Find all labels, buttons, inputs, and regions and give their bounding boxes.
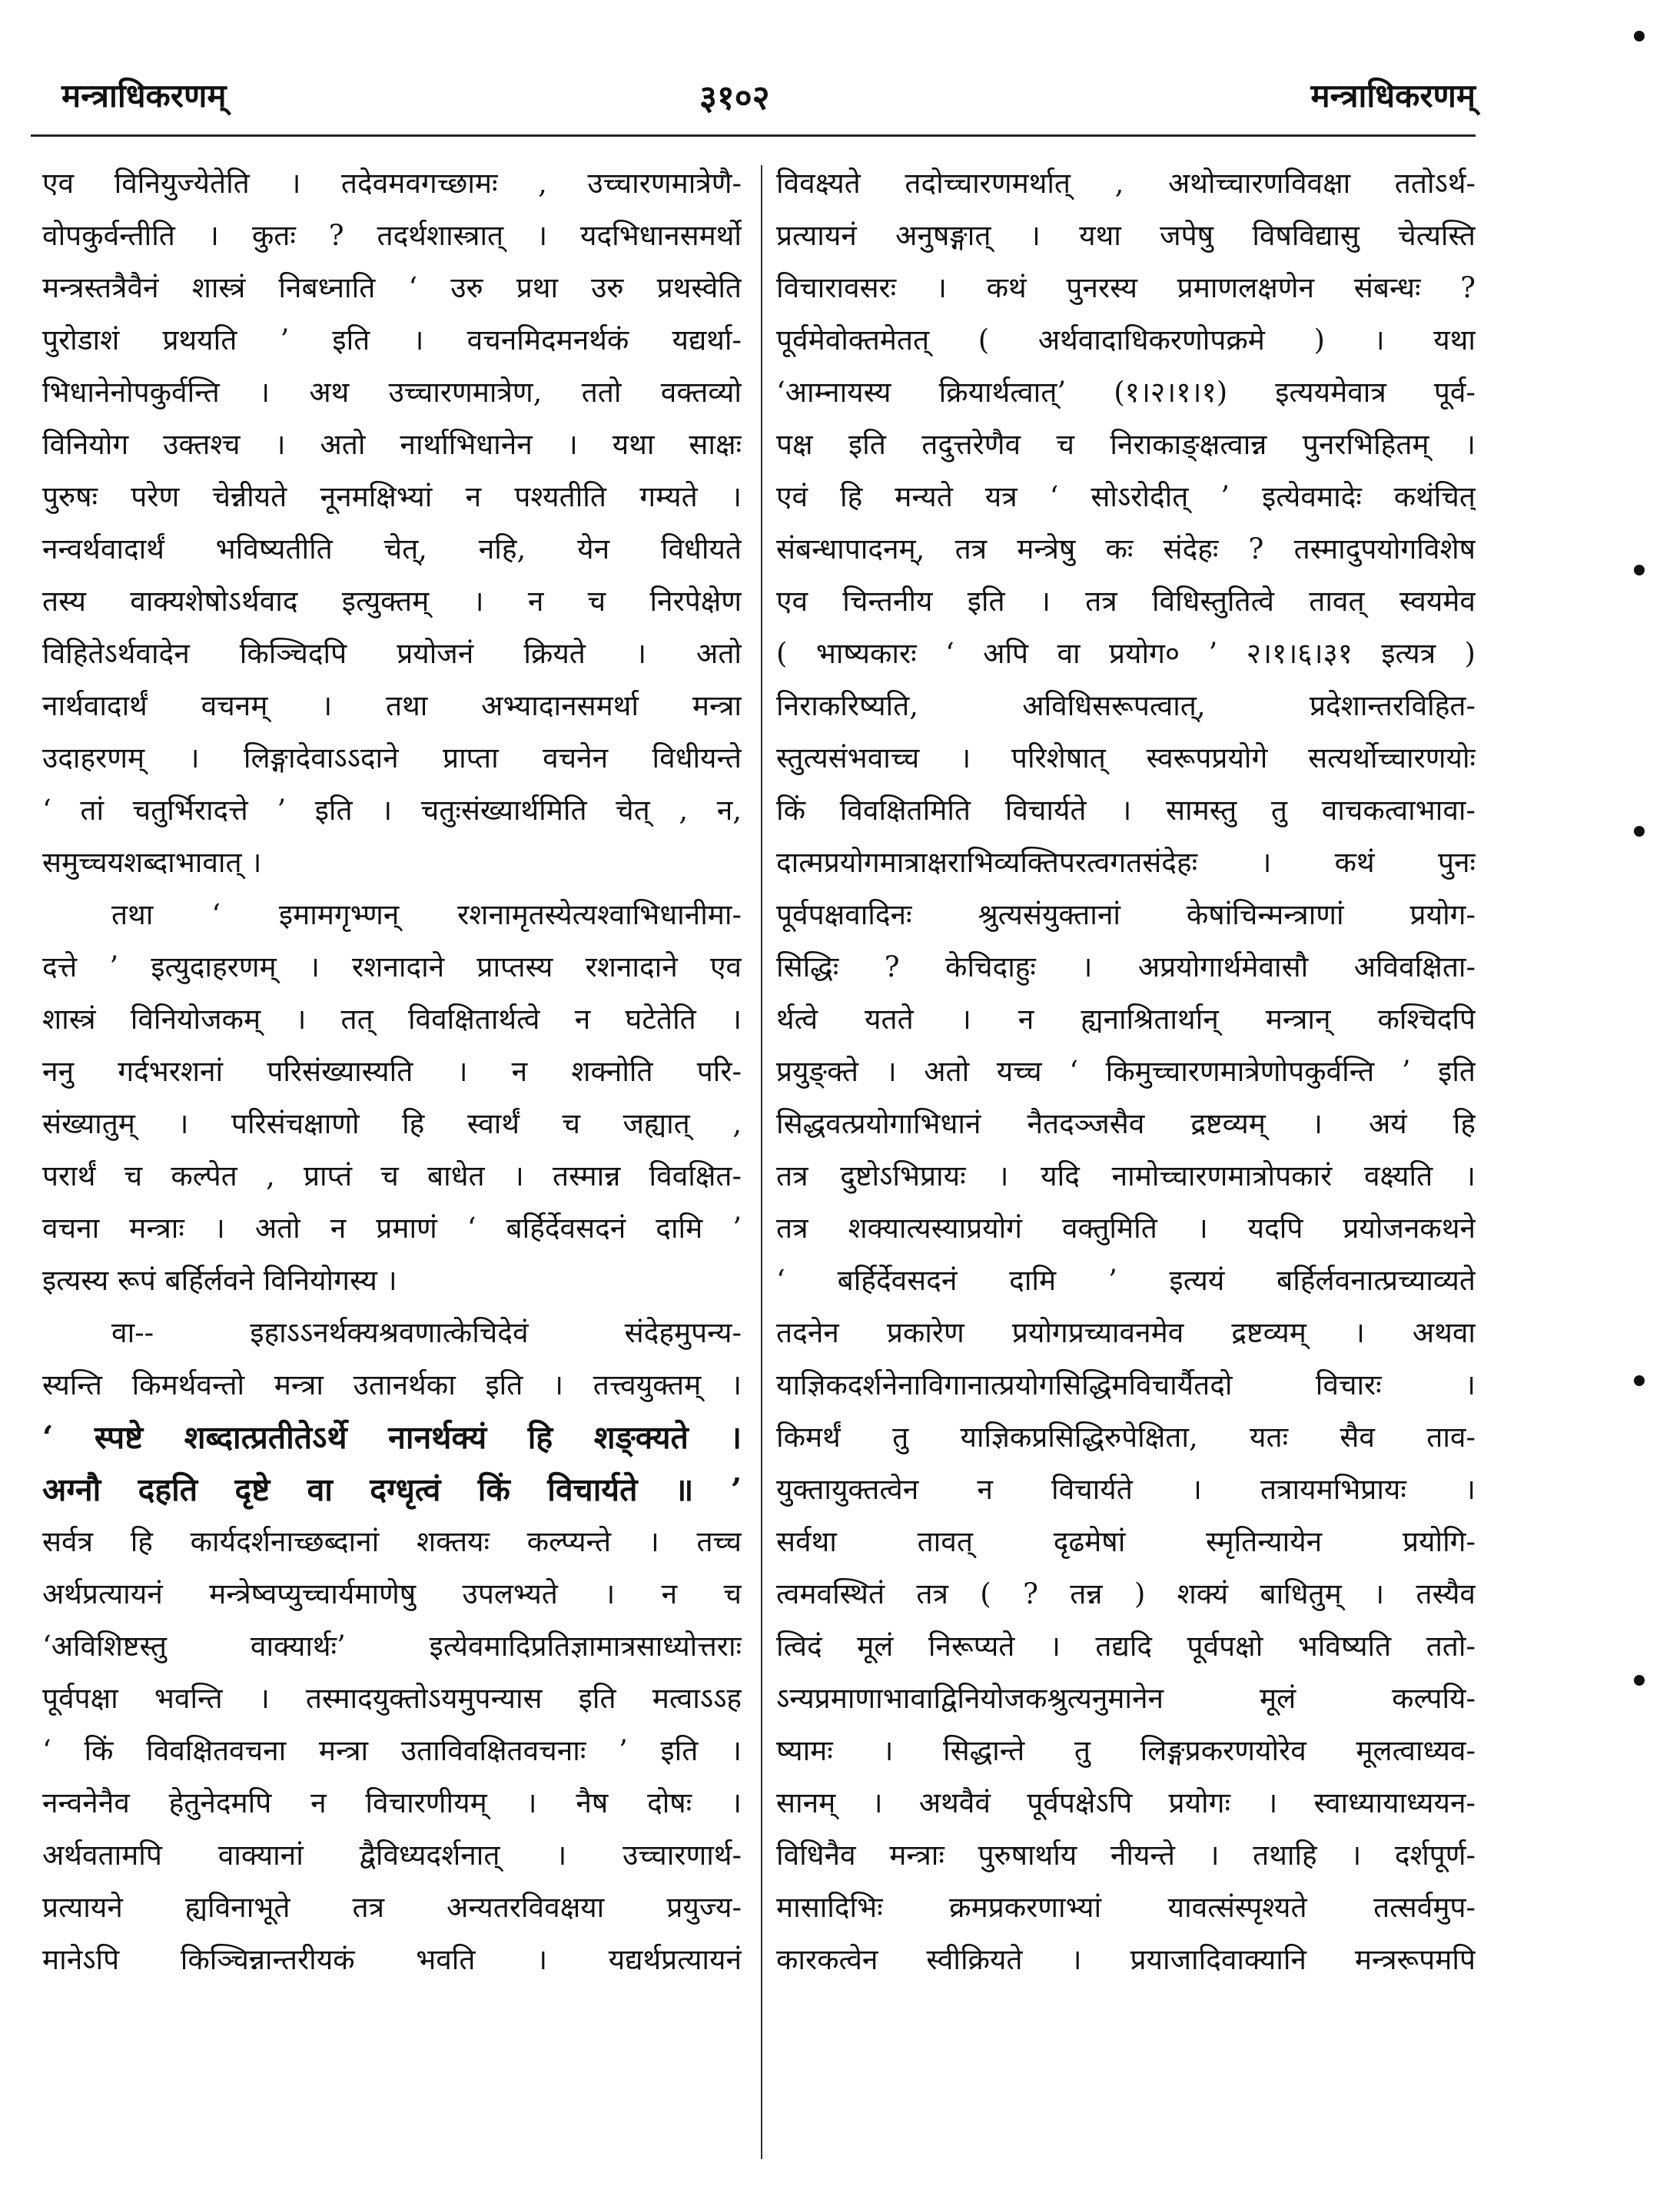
column-divider	[761, 165, 762, 2159]
scan-mark	[1634, 565, 1645, 575]
running-title-right: मन्त्राधिकरणम्	[1310, 77, 1476, 114]
text-line: पूर्वपक्षा भवन्ति । तस्मादयुक्तोऽयमुपन्यास इति मत्वाऽऽह	[42, 1682, 742, 1715]
scan-mark	[1634, 1375, 1645, 1386]
paragraph-start-line: वा-- इहाऽऽनर्थक्यश्रवणात्केचिदेवं संदेहमुपन्य-	[111, 1316, 742, 1349]
verse-line: अग्नौ दहति दृष्टे वा दग्धृत्वं किं विचार्यते ॥ ’	[42, 1471, 742, 1508]
text-line: सर्वत्र हि कार्यदर्शनाच्छब्दानां शक्तयः कल्प्यन्ते । तच्च	[42, 1525, 742, 1558]
text-line: त्वमवस्थितं तत्र ( ? तन्न ) शक्यं बाधितुम् । तस्यैव	[776, 1577, 1476, 1610]
text-line: शास्त्रं विनियोजकम् । तत् विवक्षितार्थत्वे न घटेतेति ।	[42, 1003, 742, 1036]
text-line: प्रत्यायने ह्यविनाभूते तत्र अन्यतरविवक्षया प्रयुज्य-	[42, 1891, 742, 1924]
text-line: विनियोग उक्तश्च । अतो नार्थाभिधानेन । यथा साक्षः	[42, 428, 742, 461]
text-line: स्तुत्यसंभवाच्च । परिशेषात् स्वरूपप्रयोगे सत्यर्थोच्चारणयोः	[776, 741, 1476, 774]
text-line: एवं हि मन्यते यत्र ‘ सोऽरोदीत् ’ इत्येवमादेः कथंचित्	[776, 480, 1476, 513]
text-line: ‘आम्नायस्य क्रियार्थत्वात्’ (१।२।१।१) इत्ययमेवात्र पूर्व-	[776, 376, 1476, 409]
text-line: वचना मन्त्राः । अतो न प्रमाणं ‘ बर्हिर्देवसदनं दामि ’	[42, 1212, 742, 1245]
text-line: संबन्धापादनम्, तत्र मन्त्रेषु कः संदेहः ? तस्मादुपयोगविशेष	[776, 532, 1476, 565]
right-column	[776, 158, 1476, 1986]
text-line: र्थत्वे यतते । न ह्यनाश्रितार्थान् मन्त्रान् कश्चिदपि	[776, 1003, 1476, 1036]
text-line: पूर्वपक्षवादिनः श्रुत्यसंयुक्तानां केषांचिन्मन्त्राणां प्रयोग-	[776, 898, 1476, 931]
scan-mark	[1634, 1675, 1645, 1686]
text-line: स्यन्ति किमर्थवन्तो मन्त्रा उतानर्थका इति । तत्त्वयुक्तम् ।	[42, 1368, 742, 1401]
text-line: विहितेऽर्थवादेन किञ्चिदपि प्रयोजनं क्रियते । अतो	[42, 637, 742, 670]
text-line: ‘ बर्हिर्देवसदनं दामि ’ इत्ययं बर्हिर्लवनात्प्रच्याव्यते	[776, 1264, 1476, 1297]
text-line: पुरुषः परेण चेन्नीयते नूनमक्षिभ्यां न पश्यतीति गम्यते ।	[42, 480, 742, 513]
text-line: पुरोडाशं प्रथयति ’ इति । वचनमिदमनर्थकं यद्यर्था-	[42, 323, 742, 357]
text-line: कारकत्वेन स्वीक्रियते । प्रयाजादिवाक्यानि मन्त्ररूपमपि	[776, 1943, 1476, 1976]
text-line: सिद्धवत्प्रयोगाभिधानं नैतदञ्जसैव द्रष्टव्यम् । अयं हि	[776, 1107, 1476, 1140]
text-line: सिद्धिः ? केचिदाहुः । अप्रयोगार्थमेवासौ अविवक्षिता-	[776, 950, 1476, 983]
text-line: नार्थवादार्थं वचनम् । तथा अभ्यादानसमर्था मन्त्रा	[42, 689, 742, 722]
text-line: तत्र शक्यात्यस्याप्रयोगं वक्तुमिति । यदपि प्रयोजनकथने	[776, 1212, 1476, 1245]
verse-line: ‘ स्पष्टे शब्दात्प्रतीतेऽर्थे नानर्थक्यं हि शङ्क्यते ।	[42, 1419, 742, 1456]
text-line: मासादिभिः क्रमप्रकरणाभ्यां यावत्संस्पृश्यते तत्सर्वमुप-	[776, 1891, 1476, 1924]
scan-mark	[1634, 826, 1645, 837]
text-line: सर्वथा तावत् दृढमेषां स्मृतिन्यायेन प्रयोगि-	[776, 1525, 1476, 1558]
text-line: नन्वनेनैव हेतुनेदमपि न विचारणीयम् । नैष दोषः ।	[42, 1786, 742, 1819]
text-line: इत्यस्य रूपं बर्हिर्लवने विनियोगस्य ।	[42, 1264, 397, 1297]
text-line: विचारावसरः । कथं पुनरस्य प्रमाणलक्षणेन संबन्धः ?	[776, 271, 1476, 304]
scan-mark	[1634, 31, 1645, 41]
text-line: मन्त्रस्तत्रैवैनं शास्त्रं निबध्नाति ‘ उरु प्रथा उरु प्रथस्वेति	[42, 271, 742, 304]
text-line: त्विदं मूलं निरूप्यते । तद्यदि पूर्वपक्षो भविष्यति ततो-	[776, 1630, 1476, 1663]
text-line: वोपकुर्वन्तीति । कुतः ? तदर्थशास्त्रात् । यदभिधानसमर्थो	[42, 219, 742, 252]
text-line: दत्ते ’ इत्युदाहरणम् । रशनादाने प्राप्तस्य रशनादाने एव	[42, 950, 742, 983]
text-line: निराकरिष्यति, अविधिसरूपत्वात्, प्रदेशान्तरविहित-	[776, 689, 1476, 722]
text-line: पूर्वमेवोक्तमेतत् ( अर्थवादाधिकरणोपक्रमे ) । यथा	[776, 323, 1476, 357]
text-line: तस्य वाक्यशेषोऽर्थवाद इत्युक्तम् । न च निरपेक्षेण	[42, 585, 742, 618]
page-header	[31, 73, 1476, 134]
text-line: तत्र दुष्टोऽभिप्रायः । यदि नामोच्चारणमात्रोपकारं वक्ष्यति ।	[776, 1159, 1476, 1192]
text-line: ननु गर्दभरशनां परिसंख्यास्यति । न शक्नोति परि-	[42, 1055, 742, 1088]
text-line: याज्ञिकदर्शनेनाविगानात्प्रयोगसिद्धिमविचार्यैतदो विचारः ।	[776, 1368, 1476, 1401]
text-line: भिधानेनोपकुर्वन्ति । अथ उच्चारणमात्रेण, ततो वक्तव्यो	[42, 376, 742, 409]
text-line: संख्यातुम् । परिसंचक्षाणो हि स्वार्थं च जह्यात् ,	[42, 1107, 742, 1140]
text-line: किमर्थं तु याज्ञिकप्रसिद्धिरुपेक्षिता, यतः सैव ताव-	[776, 1421, 1476, 1454]
text-line: ‘ किं विवक्षितवचना मन्त्रा उताविवक्षितवचनाः ’ इति ।	[42, 1734, 742, 1767]
text-line: समुच्चयशब्दाभावात् ।	[42, 846, 262, 879]
text-line: प्रयुङ्क्ते । अतो यच्च ‘ किमुच्चारणमात्रेणोपकुर्वन्ति ’ इति	[776, 1055, 1476, 1088]
text-line: अर्थप्रत्यायनं मन्त्रेष्वप्युच्चार्यमाणेषु उपलभ्यते । न च	[42, 1577, 742, 1610]
text-line: तदनेन प्रकारेण प्रयोगप्रच्यावनमेव द्रष्टव्यम् । अथवा	[776, 1316, 1476, 1349]
page-number: ३१०२	[699, 78, 770, 118]
text-line: ष्यामः । सिद्धान्ते तु लिङ्गप्रकरणयोरेव मूलत्वाध्यव-	[776, 1734, 1476, 1767]
text-line: विवक्ष्यते तदोच्चारणमर्थात् , अथोच्चारणविवक्षा ततोऽर्थ-	[776, 167, 1476, 200]
text-line: ( भाष्यकारः ‘ अपि वा प्रयोग० ’ २।१।६।३१ इत्यत्र )	[776, 637, 1476, 670]
text-line: नन्वर्थवादार्थं भविष्यतीति चेत्, नहि, येन विधीयते	[42, 532, 742, 565]
text-line: मानेऽपि किञ्चिन्नान्तरीयकं भवति । यद्यर्थप्रत्यायनं	[42, 1943, 742, 1976]
left-column	[42, 158, 742, 1986]
text-line: एव विनियुज्येतेति । तदेवमवगच्छामः , उच्चारणमात्रेणै-	[42, 167, 742, 200]
text-line: ऽन्यप्रमाणाभावाद्विनियोजकश्रुत्यनुमानेन मूलं कल्पयि-	[776, 1682, 1476, 1715]
header-rule	[31, 134, 1476, 137]
text-line: ‘अविशिष्टस्तु वाक्यार्थः’ इत्येवमादिप्रतिज्ञामात्रसाध्योत्तराः	[42, 1630, 742, 1663]
text-line: किं विवक्षितमिति विचार्यते । सामस्तु तु वाचकत्वाभावा-	[776, 794, 1476, 827]
paragraph-start-line: तथा ‘ इमामगृभ्णन् रशनामृतस्येत्यश्वाभिधानीमा-	[111, 898, 742, 931]
text-line: परार्थं च कल्पेत , प्राप्तं च बाधेत । तस्मान्न विवक्षित-	[42, 1159, 742, 1192]
text-line: पक्ष इति तदुत्तरेणैव च निराकाङ्क्षत्वान्न पुनरभिहितम् ।	[776, 428, 1476, 461]
text-line: युक्तायुक्तत्वेन न विचार्यते । तत्रायमभिप्रायः ।	[776, 1473, 1476, 1506]
text-line: दात्मप्रयोगमात्राक्षराभिव्यक्तिपरत्वगतसंदेहः । कथं पुनः	[776, 846, 1476, 879]
text-line: प्रत्यायनं अनुषङ्गात् । यथा जपेषु विषविद्यासु चेत्यस्ति	[776, 219, 1476, 252]
text-line: एव चिन्तनीय इति । तत्र विधिस्तुतित्वे तावत् स्वयमेव	[776, 585, 1476, 618]
running-title-left: मन्त्राधिकरणम्	[61, 77, 227, 114]
text-line: ‘ तां चतुर्भिरादत्ते ’ इति । चतुःसंख्यार्थमिति चेत् , न,	[42, 794, 742, 827]
text-line: विधिनैव मन्त्राः पुरुषार्थाय नीयन्ते । तथाहि । दर्शपूर्ण-	[776, 1839, 1476, 1872]
text-line: उदाहरणम् । लिङ्गादेवाऽऽदाने प्राप्ता वचनेन विधीयन्ते	[42, 741, 742, 774]
text-line: अर्थवतामपि वाक्यानां द्वैविध्यदर्शनात् । उच्चारणार्थ-	[42, 1839, 742, 1872]
text-line: सानम् । अथवैवं पूर्वपक्षेऽपि प्रयोगः । स्वाध्यायाध्ययन-	[776, 1786, 1476, 1819]
